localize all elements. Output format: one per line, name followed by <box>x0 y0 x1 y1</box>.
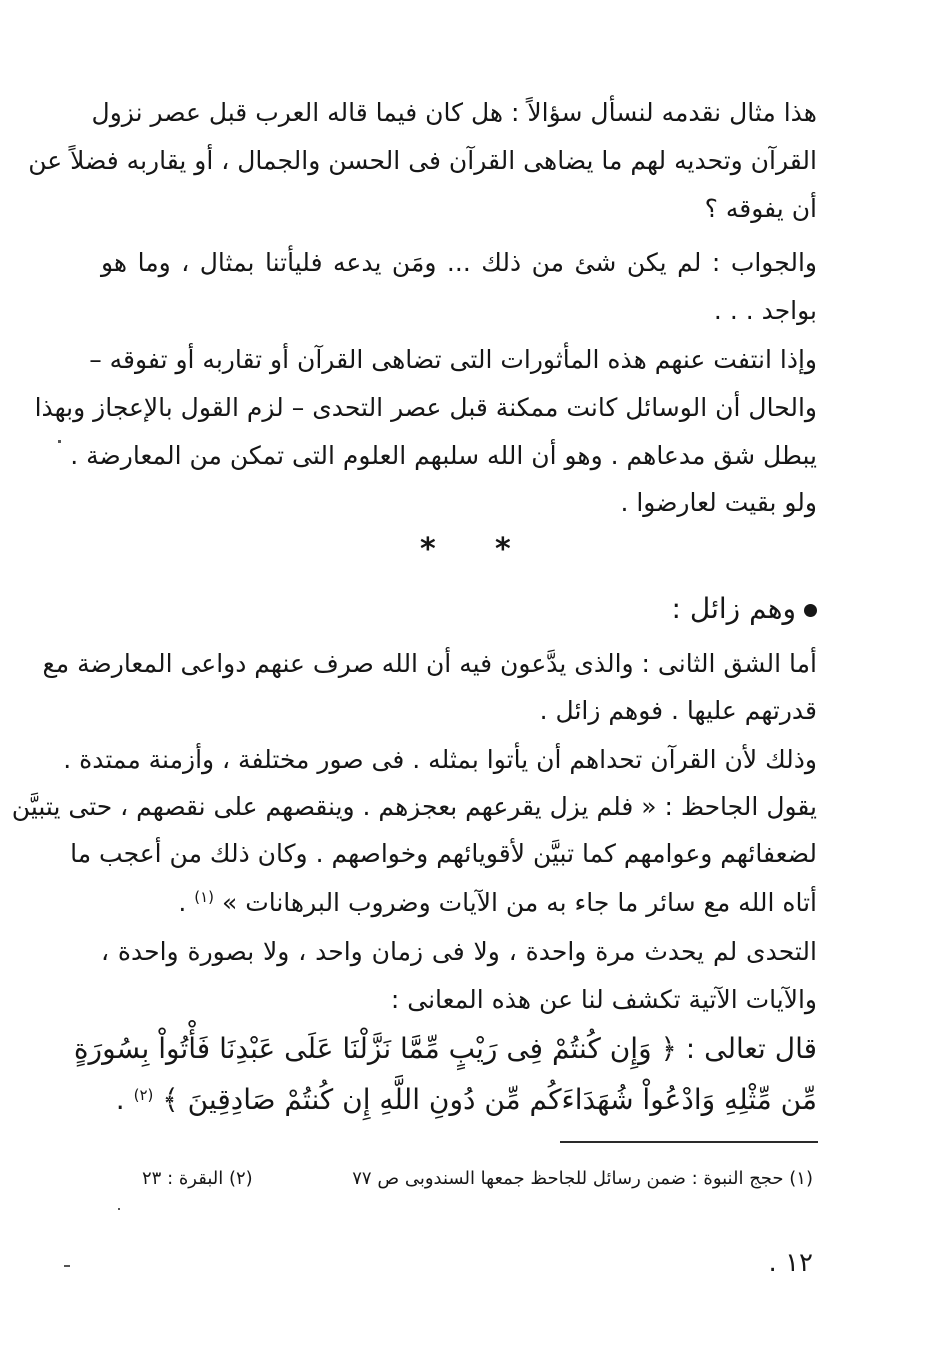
footnote-2: (٢) البقرة : ٢٣ <box>142 1168 253 1189</box>
text-line: وإذا انتفت عنهم هذه المأثورات التى تضاهى القرآن أو تقاربه أو تفوقه – <box>89 345 817 374</box>
scan-speck <box>58 440 61 443</box>
bullet-icon <box>804 604 817 617</box>
text-line: أما الشق الثانى : والذى يدَّعون فيه أن الله صرف عنهم دواعى المعارضة مع <box>42 649 817 678</box>
text-line: وذلك لأن القرآن تحداهم أن يأتوا بمثله . فى صور مختلفة ، وأزمنة ممتدة . <box>63 745 817 774</box>
text-line: لضعفائهم وعوامهم كما تبيَّن لأقويائهم وخواصهم . وكان ذلك من أعجب ما <box>70 839 817 868</box>
period: . <box>115 1083 125 1116</box>
text-line: بواجد . . . <box>713 296 817 325</box>
text-line: ولو بقيت لعارضوا . <box>620 488 817 517</box>
section-heading <box>672 589 817 629</box>
text-line: التحدى لم يحدث مرة واحدة ، ولا فى زمان واحد ، ولا بصورة واحدة ، <box>101 937 817 966</box>
text-line <box>101 880 817 920</box>
star-ornament: * <box>495 532 511 567</box>
quotation-end-text: أتاه الله مع سائر ما جاء به من الآيات وضروب البرهانات » <box>221 888 817 917</box>
footnote-marker: (١) <box>194 888 214 906</box>
quran-verse-line: قال تعالى : ﴿ وَإِن كُنتُمْ فِى رَيْبٍ مِّمَّا نَزَّلْنَا عَلَى عَبْدِنَا فَأْتُواْ بِسُورَةٍ <box>73 1032 817 1065</box>
text-line: والآيات الآتية تكشف لنا عن هذه المعانى : <box>390 985 817 1014</box>
section-heading-text: وهم زائل : <box>671 592 796 625</box>
quran-verse-line <box>101 1076 817 1119</box>
period: . <box>178 888 187 917</box>
quran-verse-text: مِّن مِّثْلِهِ وَادْعُواْ شُهَدَاءَكُم مِّن دُونِ اللَّهِ إِن كُنتُمْ صَادِقِينَ ﴾ <box>162 1083 817 1116</box>
text-line: أن يفوقه ؟ <box>704 194 817 223</box>
section-separator <box>0 530 925 570</box>
text-line: يبطل شق مدعاهم . وهو أن الله سلبهم العلوم التى تمكن من المعارضة . <box>70 441 817 470</box>
text-line: هذا مثال نقدمه لنسأل سؤالاً : هل كان فيما قاله العرب قبل عصر نزول <box>91 98 817 127</box>
text-line: القرآن وتحديه لهم ما يضاهى القرآن فى الحسن والجمال ، أو يقاربه فضلاً عن <box>28 146 817 175</box>
star-ornament: * <box>420 532 436 567</box>
footnote-marker: (٢) <box>133 1086 154 1104</box>
scan-speck <box>118 1208 120 1210</box>
footnote-1: (١) حجج النبوة : ضمن رسائل للجاحظ جمعها السندوبى ص ٧٧ <box>352 1168 813 1189</box>
page-number: ١٢ . <box>768 1248 813 1278</box>
text-line: يقول الجاحظ : « فلم يزل يقرعهم بعجزهم . وينقصهم على نقصهم ، حتى يتبيَّن <box>11 792 817 821</box>
text-line: قدرتهم عليها . فوهم زائل . <box>539 696 817 725</box>
footnote-rule <box>560 1141 818 1143</box>
text-line: والحال أن الوسائل كانت ممكنة قبل عصر التحدى – لزم القول بالإعجاز وبهذا <box>34 393 817 422</box>
text-line: والجواب : لم يكن شئ من ذلك ... ومَن يدعه فليأتنا بمثال ، وما هو <box>101 248 817 277</box>
scan-speck <box>64 1265 70 1267</box>
